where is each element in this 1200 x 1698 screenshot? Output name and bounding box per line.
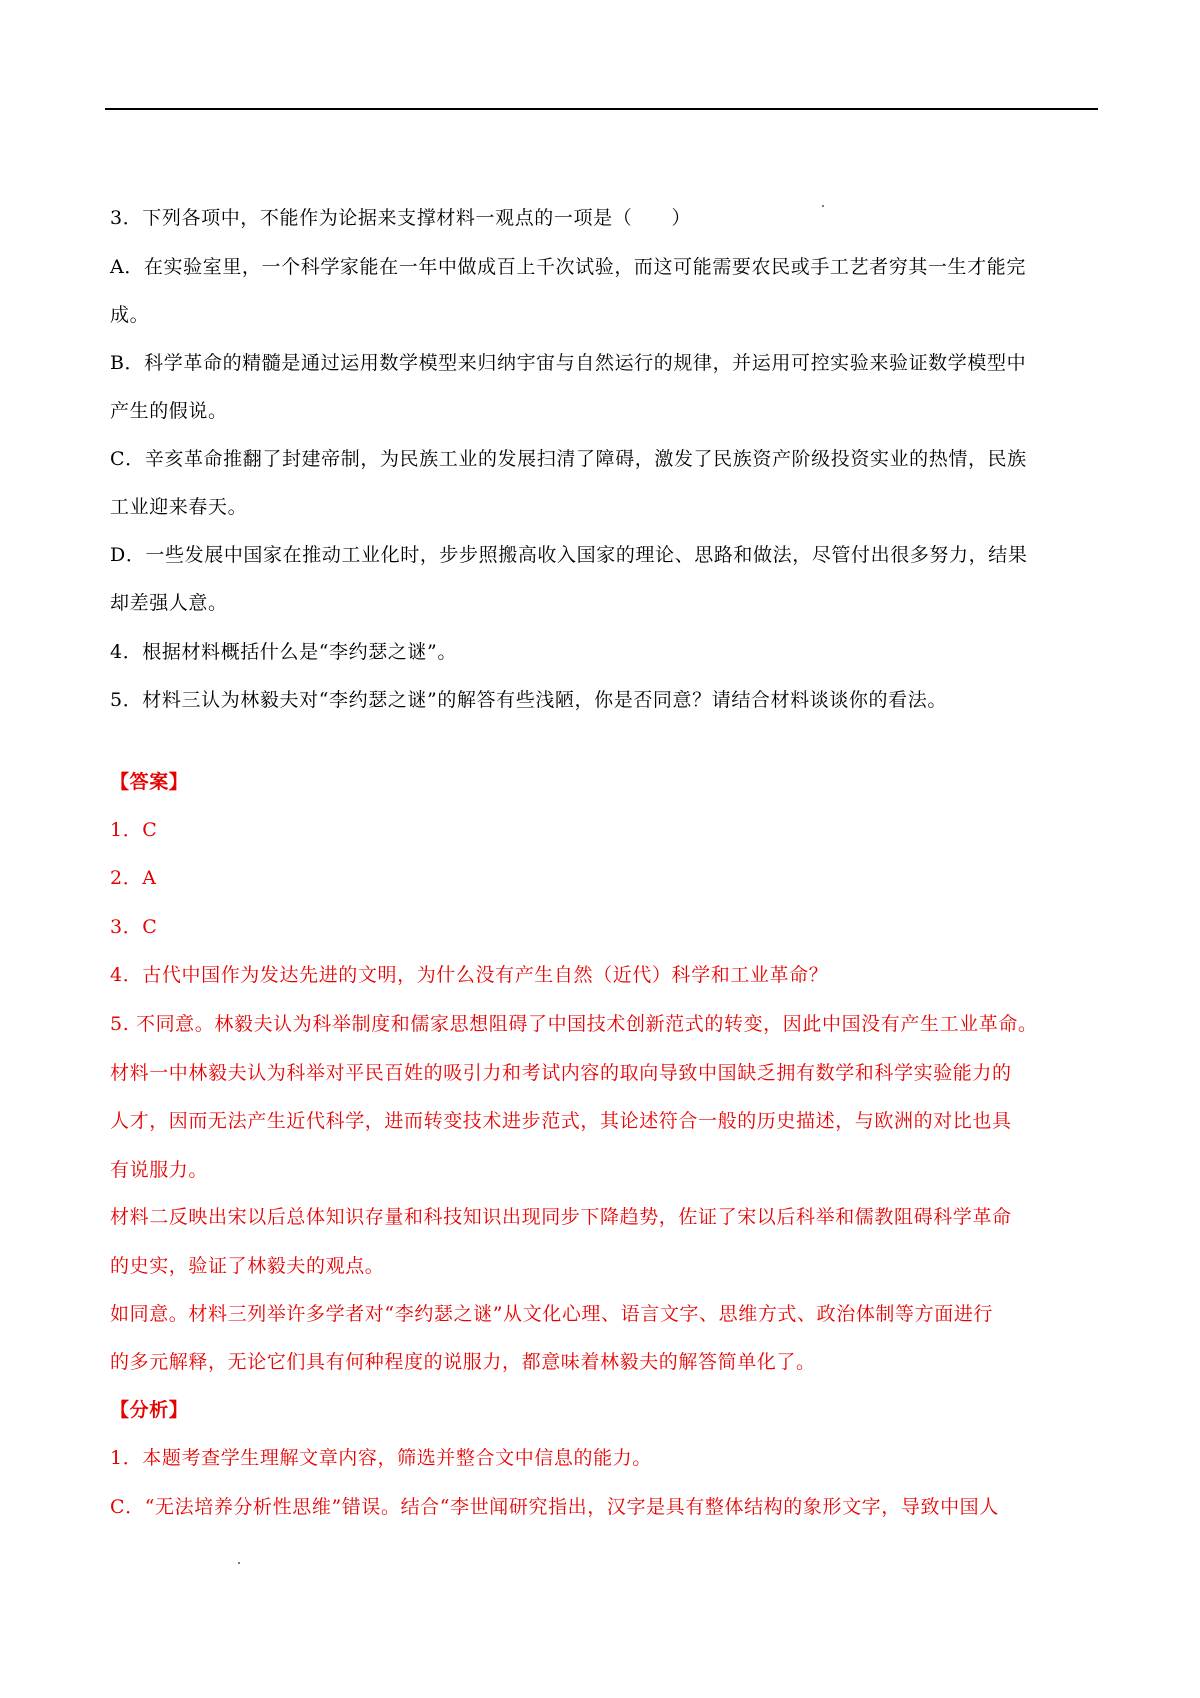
answer-heading: 【答案】 <box>110 771 189 793</box>
option-a-line-2: 成。 <box>110 304 150 326</box>
answer-2: 2．A <box>110 867 157 889</box>
option-c-line-2: 工业迎来春天。 <box>110 496 248 518</box>
analysis-line-1: 1．本题考查学生理解文章内容，筛选并整合文中信息的能力。 <box>110 1447 652 1469</box>
answer-5-line-4: 有说服力。 <box>110 1159 209 1181</box>
answer-5-line-3: 人才，因而无法产生近代科学，进而转变技术进步范式，其论述符合一般的历史描述，与欧洲的对比也具 <box>110 1110 1012 1132</box>
question-5: 5．材料三认为林毅夫对“李约瑟之谜”的解答有些浅陋，你是否同意？请结合材料谈谈你的看法。 <box>110 689 947 711</box>
question-4: 4．根据材料概括什么是“李约瑟之谜”。 <box>110 641 457 663</box>
option-d-line-1: D．一些发展中国家在推动工业化时，步步照搬高收入国家的理论、思路和做法，尽管付出很多努力，结果 <box>110 544 1028 566</box>
option-c-line-1: C．辛亥革命推翻了封建帝制，为民族工业的发展扫清了障碍，激发了民族资产阶级投资实业的热情，民族 <box>110 448 1027 470</box>
analysis-line-2: C．“无法培养分析性思维”错误。结合“李世闻研究指出，汉字是具有整体结构的象形文字，导致中国人 <box>110 1496 999 1518</box>
option-b-line-2: 产生的假说。 <box>110 400 228 422</box>
answer-5-line-7: 如同意。材料三列举许多学者对“李约瑟之谜”从文化心理、语言文字、思维方式、政治体制等方面进行 <box>110 1303 994 1325</box>
scan-speck <box>238 1562 240 1564</box>
answer-5-line-5: 材料二反映出宋以后总体知识存量和科技知识出现同步下降趋势，佐证了宋以后科举和儒教阻碍科学革命 <box>110 1206 1012 1228</box>
analysis-heading: 【分析】 <box>110 1399 189 1421</box>
answer-5-line-8: 的多元解释，无论它们具有何种程度的说服力，都意味着林毅夫的解答简单化了。 <box>110 1351 816 1373</box>
answer-5-line-2: 材料一中林毅夫认为科举对平民百姓的吸引力和考试内容的取向导致中国缺乏拥有数学和科学实验能力的 <box>110 1062 1012 1084</box>
answer-5-line-6: 的史实，验证了林毅夫的观点。 <box>110 1255 385 1277</box>
answer-3: 3．C <box>110 916 158 938</box>
option-a-line-1: A．在实验室里，一个科学家能在一年中做成百上千次试验，而这可能需要农民或手工艺者穷其一生才能完 <box>110 256 1026 278</box>
answer-5-line-1: 5. 不同意。林毅夫认为科举制度和儒家思想阻碍了中国技术创新范式的转变，因此中国没有产生工业革命。 <box>110 1013 1038 1035</box>
answer-1: 1．C <box>110 819 158 841</box>
answer-4: 4．古代中国作为发达先进的文明，为什么没有产生自然（近代）科学和工业革命？ <box>110 964 829 986</box>
option-d-line-2: 却差强人意。 <box>110 592 228 614</box>
scan-speck <box>822 205 824 207</box>
question-3-stem: 3．下列各项中，不能作为论据来支撑材料一观点的一项是（ ） <box>110 207 692 229</box>
header-rule <box>105 108 1098 110</box>
option-b-line-1: B．科学革命的精髓是通过运用数学模型来归纳宇宙与自然运行的规律，并运用可控实验来验证数学模型中 <box>110 352 1027 374</box>
